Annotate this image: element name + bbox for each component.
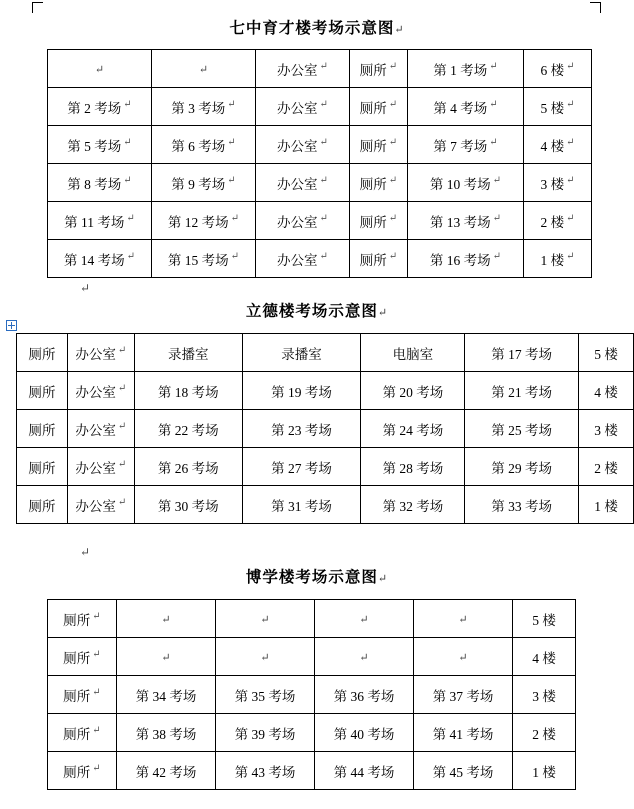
table-cell[interactable] <box>48 240 152 278</box>
table-cell[interactable] <box>134 486 242 524</box>
paragraph-mark-icon: ↵ <box>377 307 389 319</box>
table-cell[interactable] <box>67 486 134 524</box>
cell-text: 第 38 考场 <box>135 726 197 742</box>
cell-text: 2 楼 <box>594 460 618 476</box>
table-cell[interactable] <box>67 372 134 410</box>
table-row <box>17 448 634 486</box>
paragraph-mark-icon: ↵ <box>377 573 389 585</box>
table-cell[interactable] <box>117 638 216 676</box>
table-cell[interactable] <box>48 752 117 790</box>
cell-mark-icon: ↵ <box>566 99 575 110</box>
section-title-text: 博学楼考场示意图 <box>245 569 378 586</box>
table-cell[interactable] <box>48 164 152 202</box>
cell-text: 第 9 考场 <box>171 176 226 192</box>
table-cell[interactable] <box>256 240 350 278</box>
table-cell[interactable] <box>134 372 242 410</box>
table-row <box>48 714 576 752</box>
cell-text: 第 6 考场 <box>171 138 226 154</box>
cell-text: 厕所 <box>359 62 387 78</box>
empty-cell-mark-icon: ↵ <box>161 613 171 626</box>
table-cell[interactable] <box>48 202 152 240</box>
cell-mark-icon: ↵ <box>230 213 240 224</box>
cell-mark-icon: ↵ <box>489 137 498 148</box>
table-cell[interactable] <box>134 448 242 486</box>
table-row <box>48 202 592 240</box>
exam-room-table-boxue <box>47 599 576 790</box>
table-cell[interactable] <box>579 372 634 410</box>
paragraph-mark-icon: ↵ <box>394 24 405 36</box>
table-cell[interactable] <box>152 240 256 278</box>
cell-text: 厕所 <box>63 650 91 666</box>
cell-mark-icon: ↵ <box>388 175 398 186</box>
table-cell[interactable] <box>67 334 134 372</box>
cell-mark-icon: ↵ <box>117 497 127 508</box>
empty-cell-mark-icon: ↵ <box>94 63 105 76</box>
table-cell[interactable] <box>524 126 592 164</box>
table-cell[interactable] <box>67 410 134 448</box>
table-row <box>17 410 634 448</box>
cell-text: 第 21 考场 <box>491 384 553 400</box>
empty-cell-mark-icon: ↵ <box>260 613 270 626</box>
cell-text: 第 8 考场 <box>67 176 122 192</box>
table-cell[interactable] <box>513 676 576 714</box>
cell-text: 第 5 考场 <box>67 138 122 154</box>
empty-cell-mark-icon: ↵ <box>198 63 209 76</box>
table-cell[interactable] <box>48 126 152 164</box>
cell-text: 2 楼 <box>532 726 556 742</box>
cell-text: 5 楼 <box>594 346 618 362</box>
table-cell[interactable] <box>117 676 216 714</box>
table-cell[interactable] <box>242 448 361 486</box>
table-row <box>17 372 634 410</box>
cell-mark-icon: ↵ <box>566 175 575 186</box>
table-cell[interactable] <box>216 600 315 638</box>
table-cell[interactable] <box>315 600 414 638</box>
cell-text: 第 23 考场 <box>271 422 332 438</box>
cell-mark-icon: ↵ <box>319 137 328 148</box>
cell-mark-icon: ↵ <box>566 61 575 72</box>
table-cell[interactable] <box>414 752 513 790</box>
cell-text: 厕所 <box>359 214 387 230</box>
cell-text: 第 2 考场 <box>67 100 122 116</box>
cell-mark-icon: ↵ <box>92 763 101 774</box>
cell-text: 第 10 考场 <box>429 176 491 192</box>
cell-text: 厕所 <box>359 138 387 154</box>
cell-text: 第 42 考场 <box>135 764 197 780</box>
table-wrapper-qizhong-yucai <box>47 49 592 278</box>
table-cell[interactable] <box>465 334 579 372</box>
table-cell[interactable] <box>48 714 117 752</box>
empty-cell-mark-icon: ↵ <box>260 651 270 664</box>
table-cell[interactable] <box>408 202 524 240</box>
cell-mark-icon: ↵ <box>566 137 575 148</box>
section-title-text: 立德楼考场示意图 <box>245 303 378 320</box>
cell-text: 第 29 考场 <box>491 460 553 476</box>
table-cell[interactable] <box>350 50 408 88</box>
table-cell[interactable] <box>152 164 256 202</box>
table-cell[interactable] <box>315 714 414 752</box>
table-cell[interactable] <box>256 202 350 240</box>
cell-text: 第 15 考场 <box>167 252 229 268</box>
table-cell[interactable] <box>361 486 465 524</box>
cell-text: 2 楼 <box>540 214 565 230</box>
table-cell[interactable] <box>524 50 592 88</box>
cell-mark-icon: ↵ <box>227 175 236 186</box>
section-title-boxue <box>0 565 634 587</box>
cell-text: 第 13 考场 <box>429 214 491 230</box>
cell-text: 第 24 考场 <box>382 422 444 438</box>
table-row <box>48 600 576 638</box>
cell-text: 第 34 考场 <box>135 688 197 704</box>
table-cell[interactable] <box>408 164 524 202</box>
table-cell[interactable] <box>361 372 465 410</box>
cell-mark-icon: ↵ <box>566 251 575 262</box>
cell-text: 4 楼 <box>540 138 565 154</box>
cell-mark-icon: ↵ <box>123 137 132 148</box>
table-wrapper-boxue <box>47 599 576 790</box>
section-title-lide <box>0 299 634 321</box>
table-cell[interactable] <box>48 88 152 126</box>
table-cell[interactable] <box>579 448 634 486</box>
table-cell[interactable] <box>48 676 117 714</box>
cell-text: 1 楼 <box>540 252 565 268</box>
table-move-handle[interactable] <box>6 320 17 331</box>
cell-mark-icon: ↵ <box>126 213 135 224</box>
cell-mark-icon: ↵ <box>319 251 328 262</box>
table-cell[interactable] <box>152 126 256 164</box>
table-cell[interactable] <box>117 600 216 638</box>
cell-text: 第 41 考场 <box>432 726 494 742</box>
paragraph-mark-icon: ↵ <box>80 545 91 559</box>
cell-text: 办公室 <box>277 62 318 78</box>
cell-text: 第 32 考场 <box>382 498 444 514</box>
cell-text: 录播室 <box>168 346 209 362</box>
cell-text: 录播室 <box>281 346 322 362</box>
cell-mark-icon: ↵ <box>492 213 502 224</box>
table-cell[interactable] <box>513 638 576 676</box>
cell-text: 第 7 考场 <box>433 138 488 154</box>
table-cell[interactable] <box>350 202 408 240</box>
table-cell[interactable] <box>315 676 414 714</box>
cell-text: 第 3 考场 <box>171 100 226 116</box>
table-cell[interactable] <box>465 410 579 448</box>
table-cell[interactable] <box>117 752 216 790</box>
table-row <box>48 752 576 790</box>
cell-mark-icon: ↵ <box>92 611 101 622</box>
cell-text: 厕所 <box>63 688 91 704</box>
section-title-qizhong-yucai <box>0 16 634 38</box>
cell-text: 第 31 考场 <box>271 498 332 514</box>
table-cell[interactable] <box>242 334 361 372</box>
cell-mark-icon: ↵ <box>230 251 240 262</box>
cell-text: 第 39 考场 <box>234 726 296 742</box>
cell-text: 第 11 考场 <box>64 214 125 230</box>
table-cell[interactable] <box>579 410 634 448</box>
table-cell[interactable] <box>465 486 579 524</box>
cell-mark-icon: ↵ <box>92 725 101 736</box>
cell-text: 厕所 <box>63 726 91 742</box>
cell-text: 5 楼 <box>532 612 556 628</box>
cell-text: 办公室 <box>75 498 116 514</box>
cell-text: 第 16 考场 <box>429 252 491 268</box>
table-cell[interactable] <box>414 714 513 752</box>
cell-mark-icon: ↵ <box>388 137 398 148</box>
cell-text: 厕所 <box>28 346 56 362</box>
cell-mark-icon: ↵ <box>92 687 101 698</box>
cell-text: 5 楼 <box>540 100 565 116</box>
cell-text: 办公室 <box>75 460 116 476</box>
cell-mark-icon: ↵ <box>566 213 575 224</box>
table-cell[interactable] <box>414 600 513 638</box>
cell-text: 办公室 <box>75 346 116 362</box>
cell-text: 第 43 考场 <box>234 764 296 780</box>
cell-mark-icon: ↵ <box>117 421 127 432</box>
cell-text: 第 17 考场 <box>491 346 553 362</box>
table-cell[interactable] <box>408 126 524 164</box>
table-cell[interactable] <box>17 334 68 372</box>
table-cell[interactable] <box>579 486 634 524</box>
cell-text: 厕所 <box>63 612 91 628</box>
cell-text: 办公室 <box>277 252 318 268</box>
cell-text: 办公室 <box>75 422 116 438</box>
cell-mark-icon: ↵ <box>388 251 398 262</box>
table-cell[interactable] <box>256 126 350 164</box>
cell-text: 第 35 考场 <box>234 688 296 704</box>
table-cell[interactable] <box>216 714 315 752</box>
empty-cell-mark-icon: ↵ <box>359 613 369 626</box>
table-cell[interactable] <box>216 638 315 676</box>
empty-cell-mark-icon: ↵ <box>458 651 468 664</box>
cell-text: 电脑室 <box>392 346 434 362</box>
cell-text: 第 25 考场 <box>491 422 553 438</box>
cell-mark-icon: ↵ <box>319 213 328 224</box>
cell-mark-icon: ↵ <box>117 345 127 356</box>
cell-text: 办公室 <box>75 384 116 400</box>
cell-mark-icon: ↵ <box>123 175 132 186</box>
table-cell[interactable] <box>117 714 216 752</box>
cell-text: 第 18 考场 <box>157 384 219 400</box>
cell-text: 厕所 <box>28 384 56 400</box>
table-cell[interactable] <box>216 676 315 714</box>
table-cell[interactable] <box>465 448 579 486</box>
cell-mark-icon: ↵ <box>319 61 328 72</box>
table-cell[interactable] <box>350 240 408 278</box>
table-cell[interactable] <box>513 600 576 638</box>
table-cell[interactable] <box>315 638 414 676</box>
cell-text: 第 14 考场 <box>63 252 125 268</box>
cell-mark-icon: ↵ <box>388 99 398 110</box>
cell-text: 1 楼 <box>532 764 556 780</box>
cell-mark-icon: ↵ <box>117 383 127 394</box>
cell-mark-icon: ↵ <box>319 99 328 110</box>
table-cell[interactable] <box>350 164 408 202</box>
table-cell[interactable] <box>350 126 408 164</box>
paragraph-mark-icon: ↵ <box>80 281 91 295</box>
table-cell[interactable] <box>414 638 513 676</box>
cell-mark-icon: ↵ <box>319 175 328 186</box>
table-cell[interactable] <box>408 88 524 126</box>
cell-text: 第 19 考场 <box>271 384 332 400</box>
table-cell[interactable] <box>361 334 465 372</box>
table-cell[interactable] <box>152 50 256 88</box>
cell-text: 第 4 考场 <box>433 100 488 116</box>
table-cell[interactable] <box>579 334 634 372</box>
exam-room-table-lide <box>16 333 634 524</box>
cell-text: 厕所 <box>28 498 56 514</box>
cell-text: 第 45 考场 <box>432 764 494 780</box>
cell-text: 第 33 考场 <box>491 498 553 514</box>
table-row <box>48 638 576 676</box>
cell-text: 办公室 <box>277 214 318 230</box>
table-cell[interactable] <box>216 752 315 790</box>
table-cell[interactable] <box>242 410 361 448</box>
table-cell[interactable] <box>524 240 592 278</box>
table-cell[interactable] <box>465 372 579 410</box>
cell-text: 厕所 <box>63 764 91 780</box>
cell-text: 厕所 <box>359 252 387 268</box>
table-row <box>48 240 592 278</box>
cell-text: 6 楼 <box>540 62 565 78</box>
cell-mark-icon: ↵ <box>126 251 136 262</box>
cell-text: 第 27 考场 <box>271 460 332 476</box>
table-cell[interactable] <box>134 410 242 448</box>
table-wrapper-lide <box>16 333 634 524</box>
cell-mark-icon: ↵ <box>492 251 502 262</box>
cell-text: 第 37 考场 <box>432 688 494 704</box>
cell-text: 第 20 考场 <box>382 384 444 400</box>
table-cell[interactable] <box>134 334 242 372</box>
cell-text: 3 楼 <box>540 176 565 192</box>
table-cell[interactable] <box>17 486 68 524</box>
table-cell[interactable] <box>48 50 152 88</box>
cell-text: 第 26 考场 <box>157 460 219 476</box>
cell-mark-icon: ↵ <box>123 99 132 110</box>
cell-text: 第 44 考场 <box>333 764 395 780</box>
table-row <box>17 334 634 372</box>
cell-text: 3 楼 <box>594 422 618 438</box>
cell-text: 第 36 考场 <box>333 688 395 704</box>
table-cell[interactable] <box>242 486 361 524</box>
table-cell[interactable] <box>414 676 513 714</box>
cell-text: 1 楼 <box>594 498 618 514</box>
table-cell[interactable] <box>361 448 465 486</box>
cell-text: 第 40 考场 <box>333 726 395 742</box>
cell-text: 第 30 考场 <box>157 498 219 514</box>
cell-mark-icon: ↵ <box>92 649 101 660</box>
cell-text: 4 楼 <box>594 384 618 400</box>
table-cell[interactable] <box>361 410 465 448</box>
cell-mark-icon: ↵ <box>227 137 236 148</box>
cell-text: 厕所 <box>359 100 387 116</box>
table-cell[interactable] <box>242 372 361 410</box>
cell-mark-icon: ↵ <box>388 61 398 72</box>
cell-text: 厕所 <box>359 176 387 192</box>
table-cell[interactable] <box>48 638 117 676</box>
cell-text: 办公室 <box>277 100 318 116</box>
cell-text: 第 1 考场 <box>433 62 488 78</box>
cell-text: 第 28 考场 <box>382 460 444 476</box>
table-cell[interactable] <box>513 752 576 790</box>
cell-text: 办公室 <box>277 176 318 192</box>
cell-mark-icon: ↵ <box>492 175 502 186</box>
cell-text: 办公室 <box>277 138 318 154</box>
table-row <box>48 676 576 714</box>
cell-text: 厕所 <box>28 422 56 438</box>
exam-room-table-qizhong-yucai <box>47 49 592 278</box>
cell-text: 4 楼 <box>532 650 556 666</box>
table-row <box>48 164 592 202</box>
table-cell[interactable] <box>350 88 408 126</box>
empty-cell-mark-icon: ↵ <box>161 651 171 664</box>
table-cell[interactable] <box>17 410 68 448</box>
cell-text: 第 22 考场 <box>157 422 219 438</box>
table-row <box>48 88 592 126</box>
table-row <box>48 50 592 88</box>
table-cell[interactable] <box>315 752 414 790</box>
table-cell[interactable] <box>408 50 524 88</box>
empty-cell-mark-icon: ↵ <box>359 651 369 664</box>
page-margin-mark-top-right <box>590 2 601 13</box>
table-cell[interactable] <box>48 600 117 638</box>
cell-text: 3 楼 <box>532 688 556 704</box>
table-row <box>17 486 634 524</box>
cell-text: 第 12 考场 <box>167 214 229 230</box>
cell-mark-icon: ↵ <box>489 61 498 72</box>
table-cell[interactable] <box>256 50 350 88</box>
table-cell[interactable] <box>256 88 350 126</box>
cell-mark-icon: ↵ <box>388 213 398 224</box>
table-row <box>48 126 592 164</box>
table-cell[interactable] <box>524 164 592 202</box>
section-title-text: 七中育才楼考场示意图 <box>229 20 395 37</box>
cell-mark-icon: ↵ <box>489 99 498 110</box>
table-cell[interactable] <box>17 448 68 486</box>
table-cell[interactable] <box>524 88 592 126</box>
table-cell[interactable] <box>152 202 256 240</box>
table-cell[interactable] <box>256 164 350 202</box>
table-cell[interactable] <box>67 448 134 486</box>
table-cell[interactable] <box>152 88 256 126</box>
table-cell[interactable] <box>513 714 576 752</box>
cell-text: 厕所 <box>28 460 56 476</box>
page-margin-mark-top-left <box>32 2 43 13</box>
table-cell[interactable] <box>17 372 68 410</box>
empty-cell-mark-icon: ↵ <box>458 613 468 626</box>
cell-mark-icon: ↵ <box>227 99 236 110</box>
table-cell[interactable] <box>524 202 592 240</box>
table-cell[interactable] <box>408 240 524 278</box>
cell-mark-icon: ↵ <box>117 459 127 470</box>
